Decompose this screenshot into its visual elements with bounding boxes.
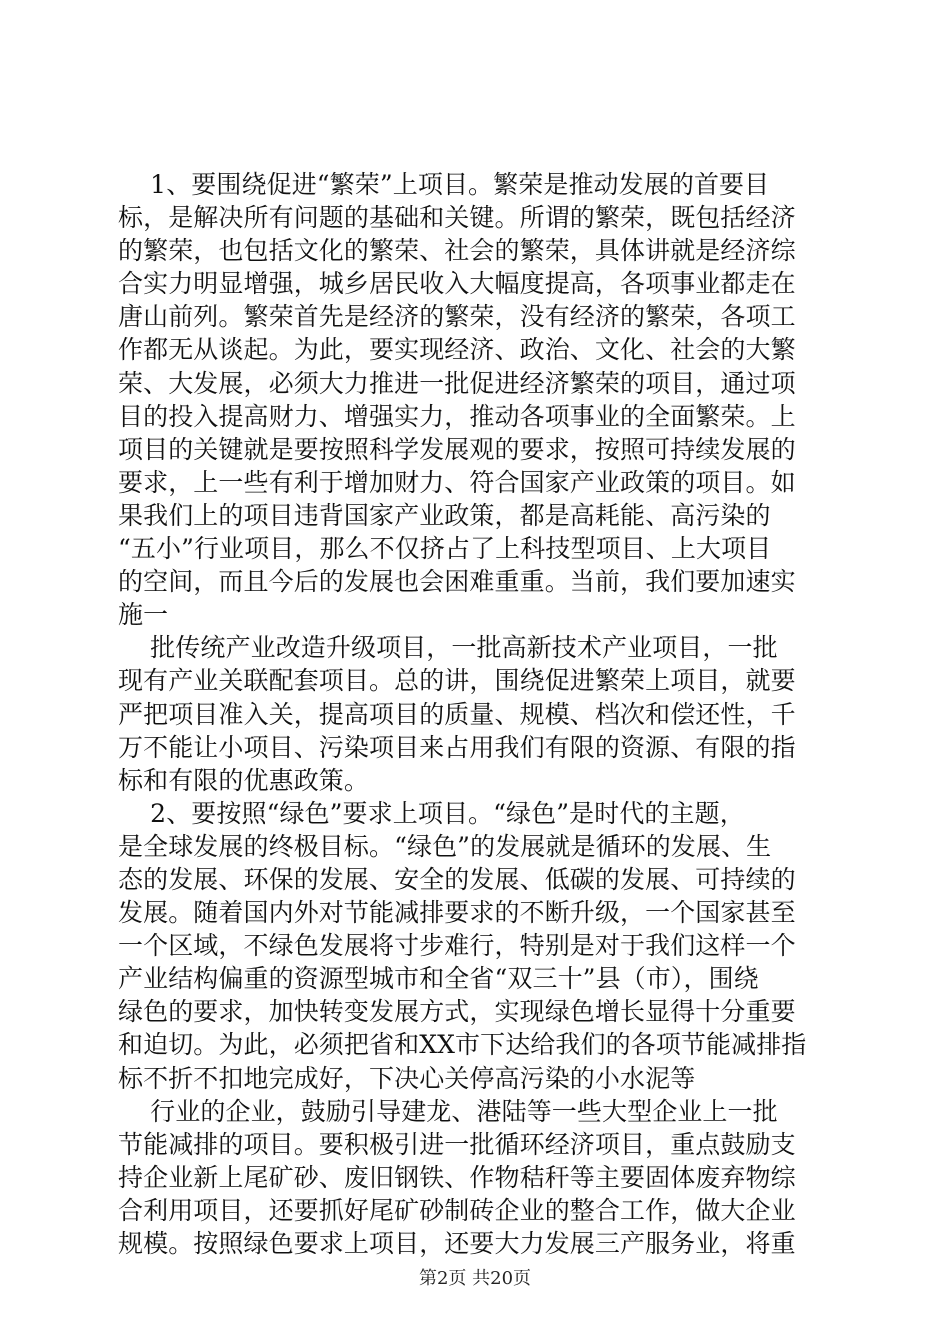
text-line: 合实力明显增强，城乡居民收入大幅度提高，各项事业都走在 (118, 269, 796, 299)
text-line: 标不折不扣地完成好，下决心关停高污染的小水泥等 (118, 1063, 696, 1093)
text-line: 是全球发展的终极目标。“绿色”的发展就是循环的发展、生 (118, 831, 772, 861)
text-line: 发展。随着国内外对节能减排要求的不断升级，一个国家甚至 (118, 898, 796, 928)
page-footer (0, 1268, 950, 1290)
text-line: 规模。按照绿色要求上项目，还要大力发展三产服务业，将重 (118, 1229, 796, 1258)
page-number: 第2页 共20页 (418, 1268, 532, 1289)
text-line: 的空间，而且今后的发展也会困难重重。当前，我们要加速实 (118, 567, 796, 597)
text-line: 持企业新上尾矿砂、废旧钢铁、作物秸秆等主要固体废弃物综 (118, 1162, 796, 1192)
text-line: 2、要按照“绿色”要求上项目。“绿色”是时代的主题， (118, 798, 745, 828)
body-text (118, 168, 832, 1260)
text-line: 标，是解决所有问题的基础和关键。所谓的繁荣，既包括经济 (118, 203, 796, 233)
text-line: 合利用项目，还要抓好尾矿砂制砖企业的整合工作，做大企业 (118, 1195, 796, 1225)
text-line: 一个区域，不绿色发展将寸步难行，特别是对于我们这样一个 (118, 931, 796, 961)
text-line: 1、要围绕促进“繁荣”上项目。繁荣是推动发展的首要目 (118, 170, 770, 199)
text-line: 标和有限的优惠政策。 (118, 765, 370, 795)
text-line: 目的投入提高财力、增强实力，推动各项事业的全面繁荣。上 (118, 401, 796, 431)
text-line: 荣、大发展，必须大力推进一批促进经济繁荣的项目，通过项 (118, 368, 796, 398)
text-line: 态的发展、环保的发展、安全的发展、低碳的发展、可持续的 (118, 864, 796, 894)
text-line: 的繁荣，也包括文化的繁荣、社会的繁荣，具体讲就是经济综 (118, 236, 796, 266)
text-line: 绿色的要求，加快转变发展方式，实现绿色增长显得十分重要 (118, 997, 796, 1027)
text-line: 批传统产业改造升级项目，一批高新技术产业项目，一批 (118, 633, 778, 663)
text-line: 和迫切。为此，必须把省和XX市下达给我们的各项节能减排指 (118, 1030, 807, 1060)
text-line: “五小”行业项目，那么不仅挤占了上科技型项目、上大项目 (118, 534, 772, 564)
text-line: 行业的企业，鼓励引导建龙、港陆等一些大型企业上一批 (118, 1096, 778, 1126)
text-line: 施一 (118, 600, 169, 630)
text-line: 唐山前列。繁荣首先是经济的繁荣，没有经济的繁荣，各项工 (118, 302, 796, 332)
text-line: 项目的关键就是要按照科学发展观的要求，按照可持续发展的 (118, 434, 796, 464)
text-line: 要求，上一些有利于增加财力、符合国家产业政策的项目。如 (118, 467, 796, 497)
text-line: 万不能让小项目、污染项目来占用我们有限的资源、有限的指 (118, 732, 796, 762)
text-line: 严把项目准入关，提高项目的质量、规模、档次和偿还性，千 (118, 699, 796, 729)
text-line: 果我们上的项目违背国家产业政策，都是高耗能、高污染的 (118, 500, 771, 530)
text-line: 节能减排的项目。要积极引进一批循环经济项目，重点鼓励支 (118, 1129, 796, 1159)
text-line: 现有产业关联配套项目。总的讲，围绕促进繁荣上项目，就要 (118, 666, 796, 696)
text-line: 作都无从谈起。为此，要实现经济、政治、文化、社会的大繁 (118, 335, 796, 365)
text-line: 产业结构偏重的资源型城市和全省“双三十”县（市），围绕 (118, 964, 759, 994)
